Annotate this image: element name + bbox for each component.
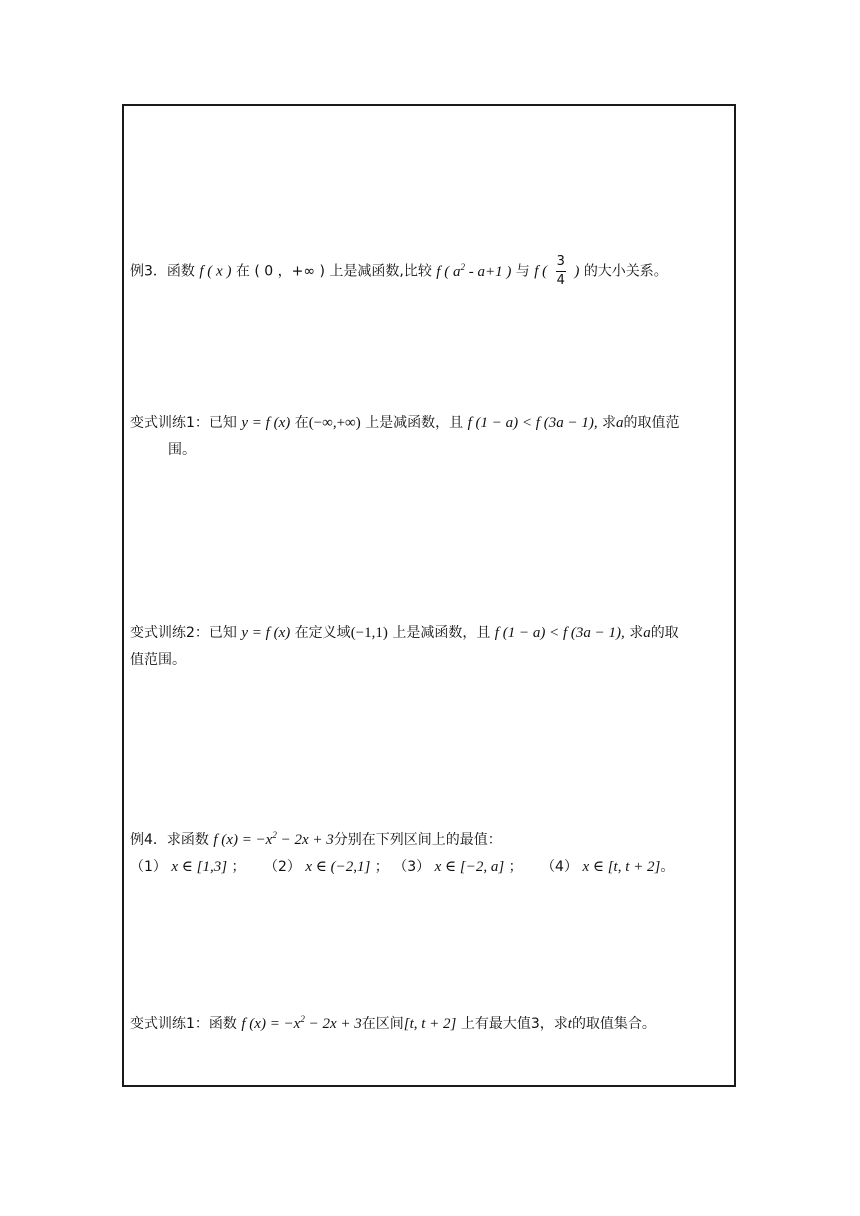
drill-3: 变式训练1：函数 f $(x) = -x^2 - 2x + 3$在区间[t, t + 2] 上有最大值3，求t的取值集合。	[130, 1014, 656, 1032]
fraction-three-fourths: $\frac{3}{4}$	[556, 254, 565, 288]
drill-1: 变式训练1：已知 y = f (x) 在(−∞,+∞) 上是减函数，且 f (1 − a) < f (3a − 1), 求a的取值范	[130, 415, 680, 431]
example-4: 例4．求函数 f $(x) = -x^2 - 2x + 3$分别在下列区间上的最值：	[130, 830, 502, 848]
example-4-intervals	[130, 857, 674, 877]
drill-2-wrap: 值范围。	[130, 652, 186, 668]
drill-2: 变式训练2：已知 y = f (x) 在定义域(−1,1) 上是减函数，且 f (1 − a) < f (3a − 1), 求a的取	[130, 625, 679, 641]
interval-item: （4） x ∈ [t, t + 2]。	[541, 859, 675, 875]
example-3: 例3．函数 f ( x ) 在 ( 0 ，+∞ ) 上是减函数,比较 f ( $a^2 - a+1$ ) 与 f ( $\frac{3}{4}$ ) 的大小关系。	[130, 254, 668, 288]
interval-item: （1） x ∈ [1,3] ；	[130, 859, 246, 875]
interval-item: （3） x ∈ [−2, a] ；	[393, 859, 523, 875]
interval-item: （2） x ∈ (−2,1] ；	[263, 859, 389, 875]
drill-1-wrap: 围。	[168, 442, 196, 458]
content-frame	[122, 104, 736, 1087]
